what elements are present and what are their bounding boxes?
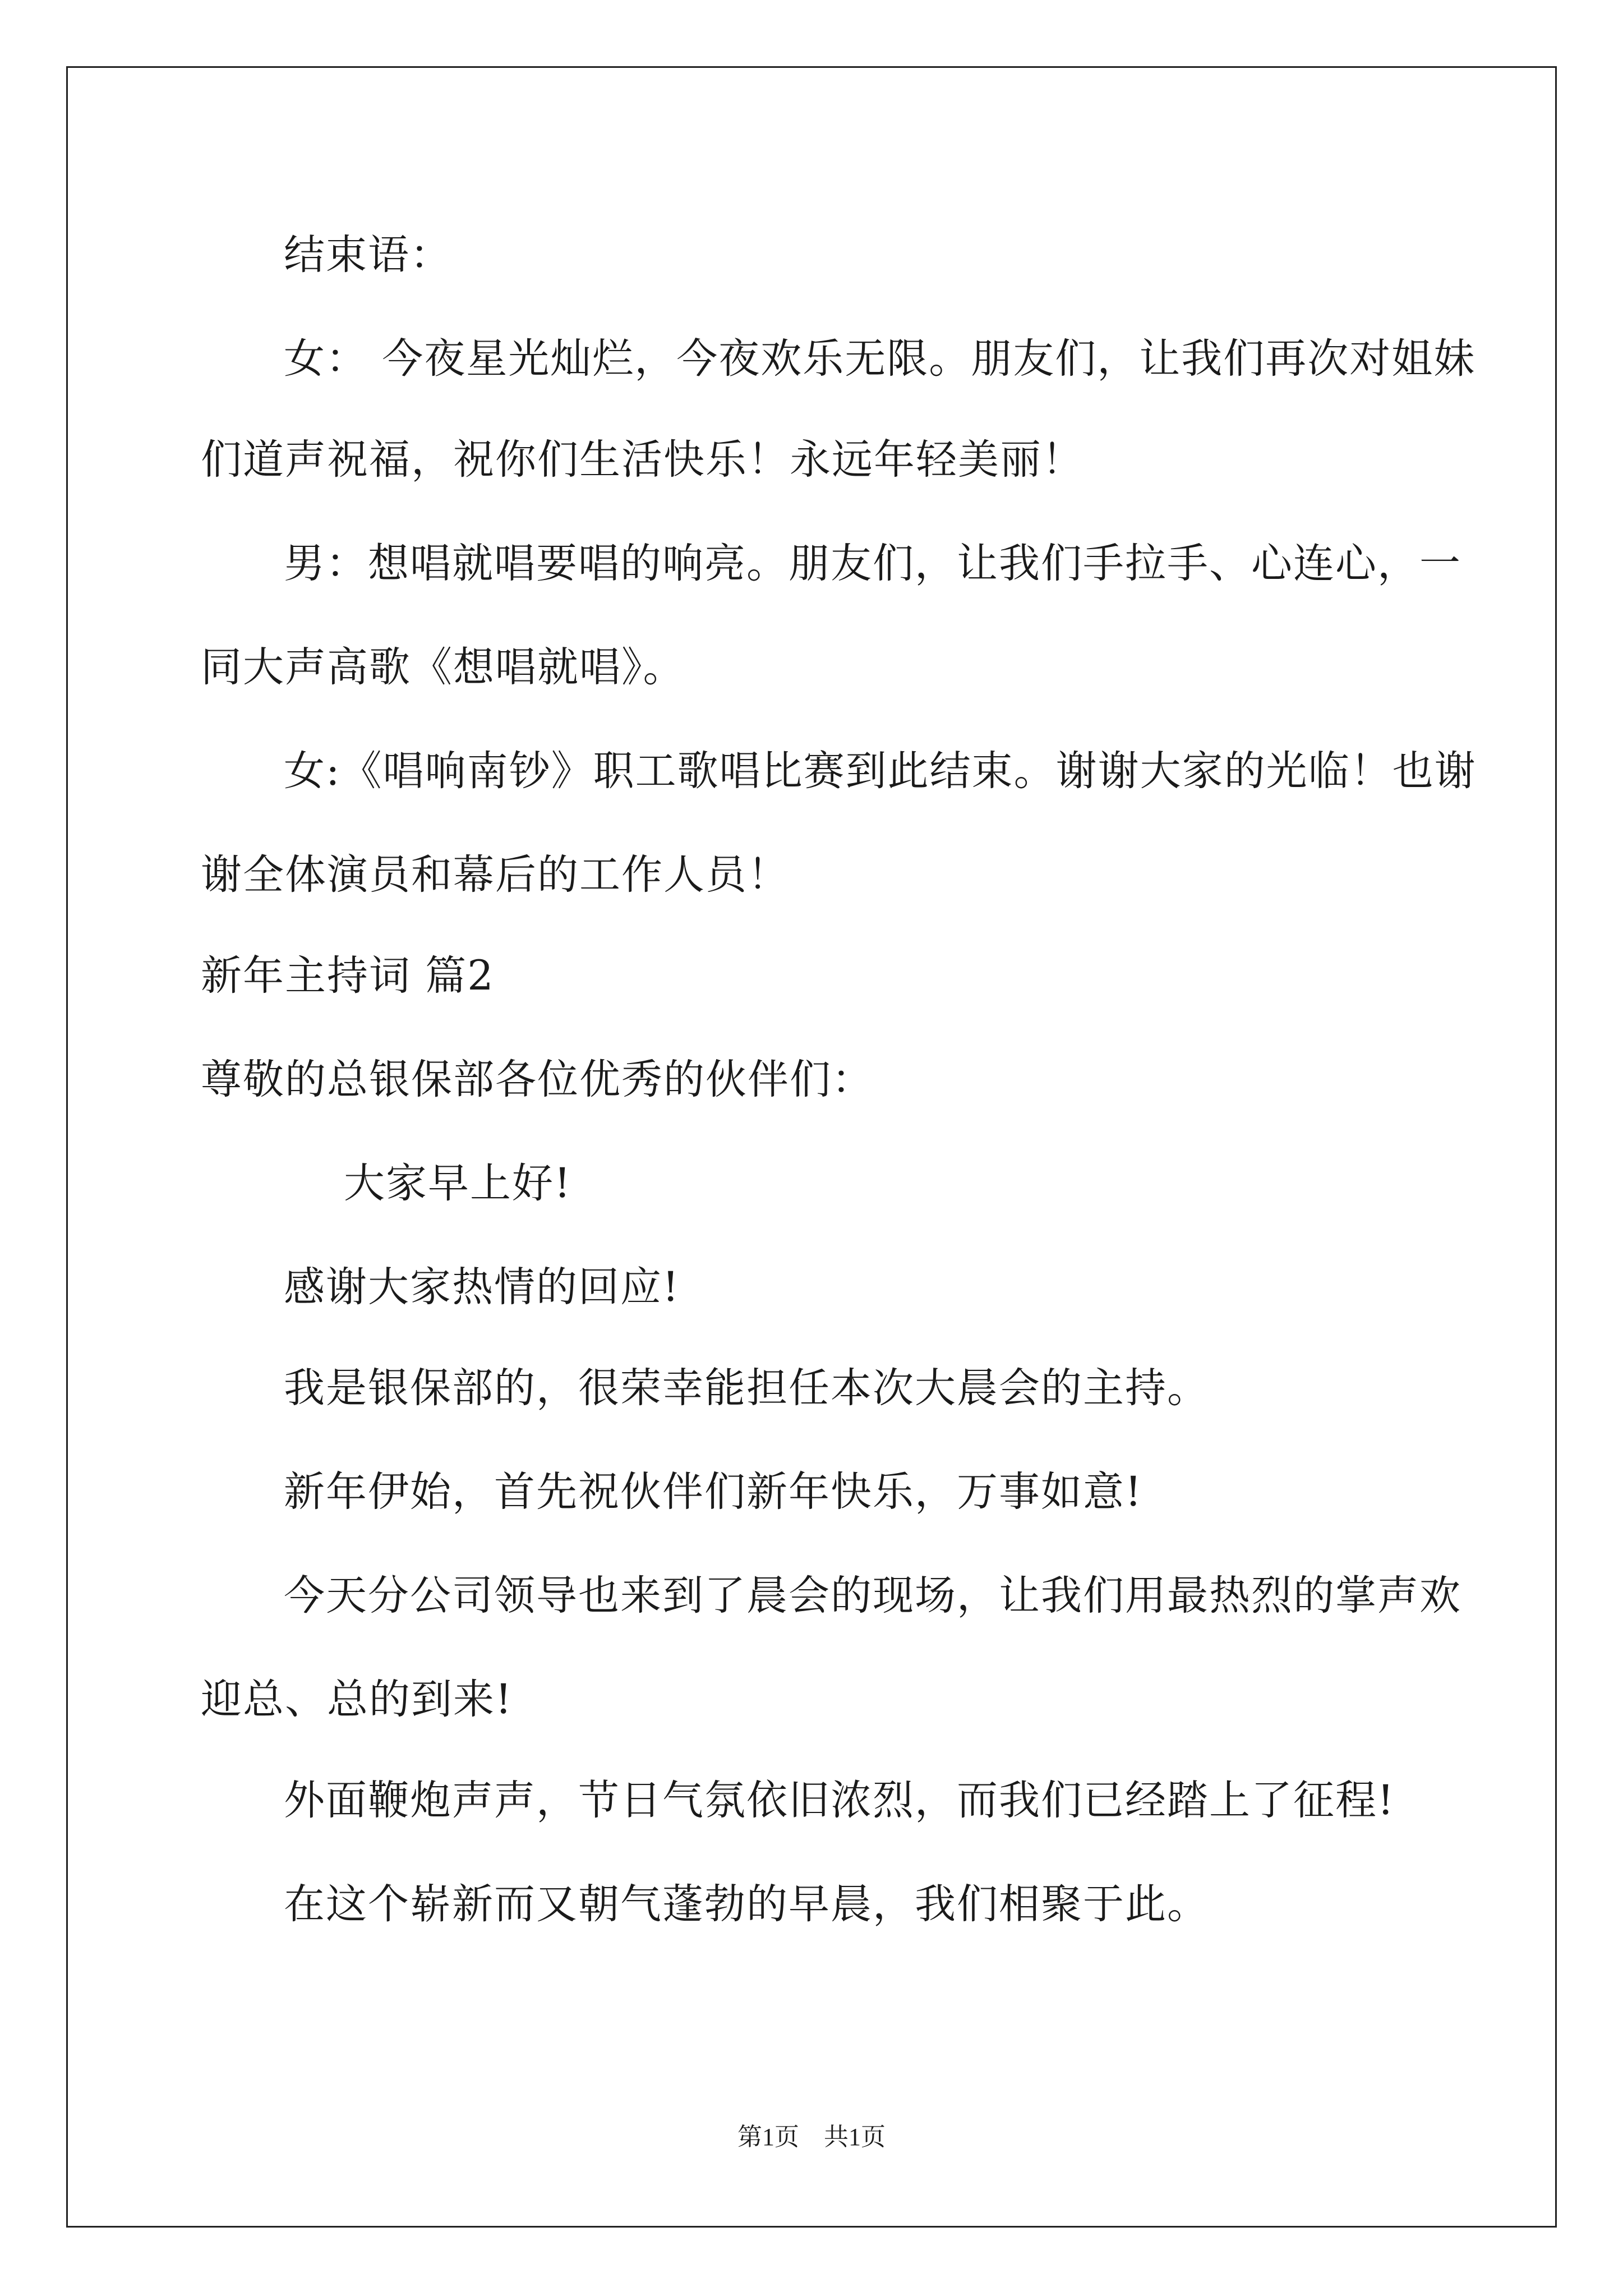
paragraph-line: 在这个崭新而又朝气蓬勃的早晨，我们相聚于此。: [284, 1880, 1209, 1928]
paragraph-line: 感谢大家热情的回应!: [284, 1263, 680, 1311]
paragraph-line: 外面鞭炮声声，节日气氛依旧浓烈，而我们已经踏上了征程!: [284, 1777, 1395, 1824]
paragraph-line: 同大声高歌《想唱就唱》。: [201, 643, 685, 691]
paragraph-line: 新年伊始，首先祝伙伴们新年快乐，万事如意!: [284, 1468, 1143, 1516]
salutation: 尊敬的总银保部各位优秀的伙伴们：: [201, 1056, 874, 1103]
paragraph-line: 女:《唱响南钞》职工歌唱比赛到此结束。谢谢大家的光临！也谢: [284, 747, 1477, 795]
document-body: [201, 0, 1491, 2296]
greeting: 大家早上好!: [344, 1159, 572, 1207]
paragraph-line: 谢全体演员和幕后的工作人员！: [201, 851, 790, 899]
section-title: 新年主持词 篇2: [201, 952, 495, 1000]
paragraph-line: 今天分公司领导也来到了晨会的现场，让我们用最热烈的掌声欢: [284, 1572, 1461, 1619]
paragraph-line: 们道声祝福，祝你们生活快乐！永远年轻美丽！: [201, 436, 1084, 484]
paragraph-line: 我是银保部的，很荣幸能担任本次大晨会的主持。: [284, 1364, 1209, 1412]
paragraph-line: 迎总、总的到来!: [201, 1676, 513, 1723]
paragraph-line: 男：想唱就唱要唱的响亮。朋友们，让我们手拉手、心连心，一: [284, 540, 1461, 587]
closing-heading: 结束语：: [284, 231, 452, 279]
paragraph-line: 女： 今夜星光灿烂，今夜欢乐无限。朋友们，让我们再次对姐妹: [284, 335, 1476, 383]
page-footer: 第1页 共1页: [737, 2123, 886, 2151]
